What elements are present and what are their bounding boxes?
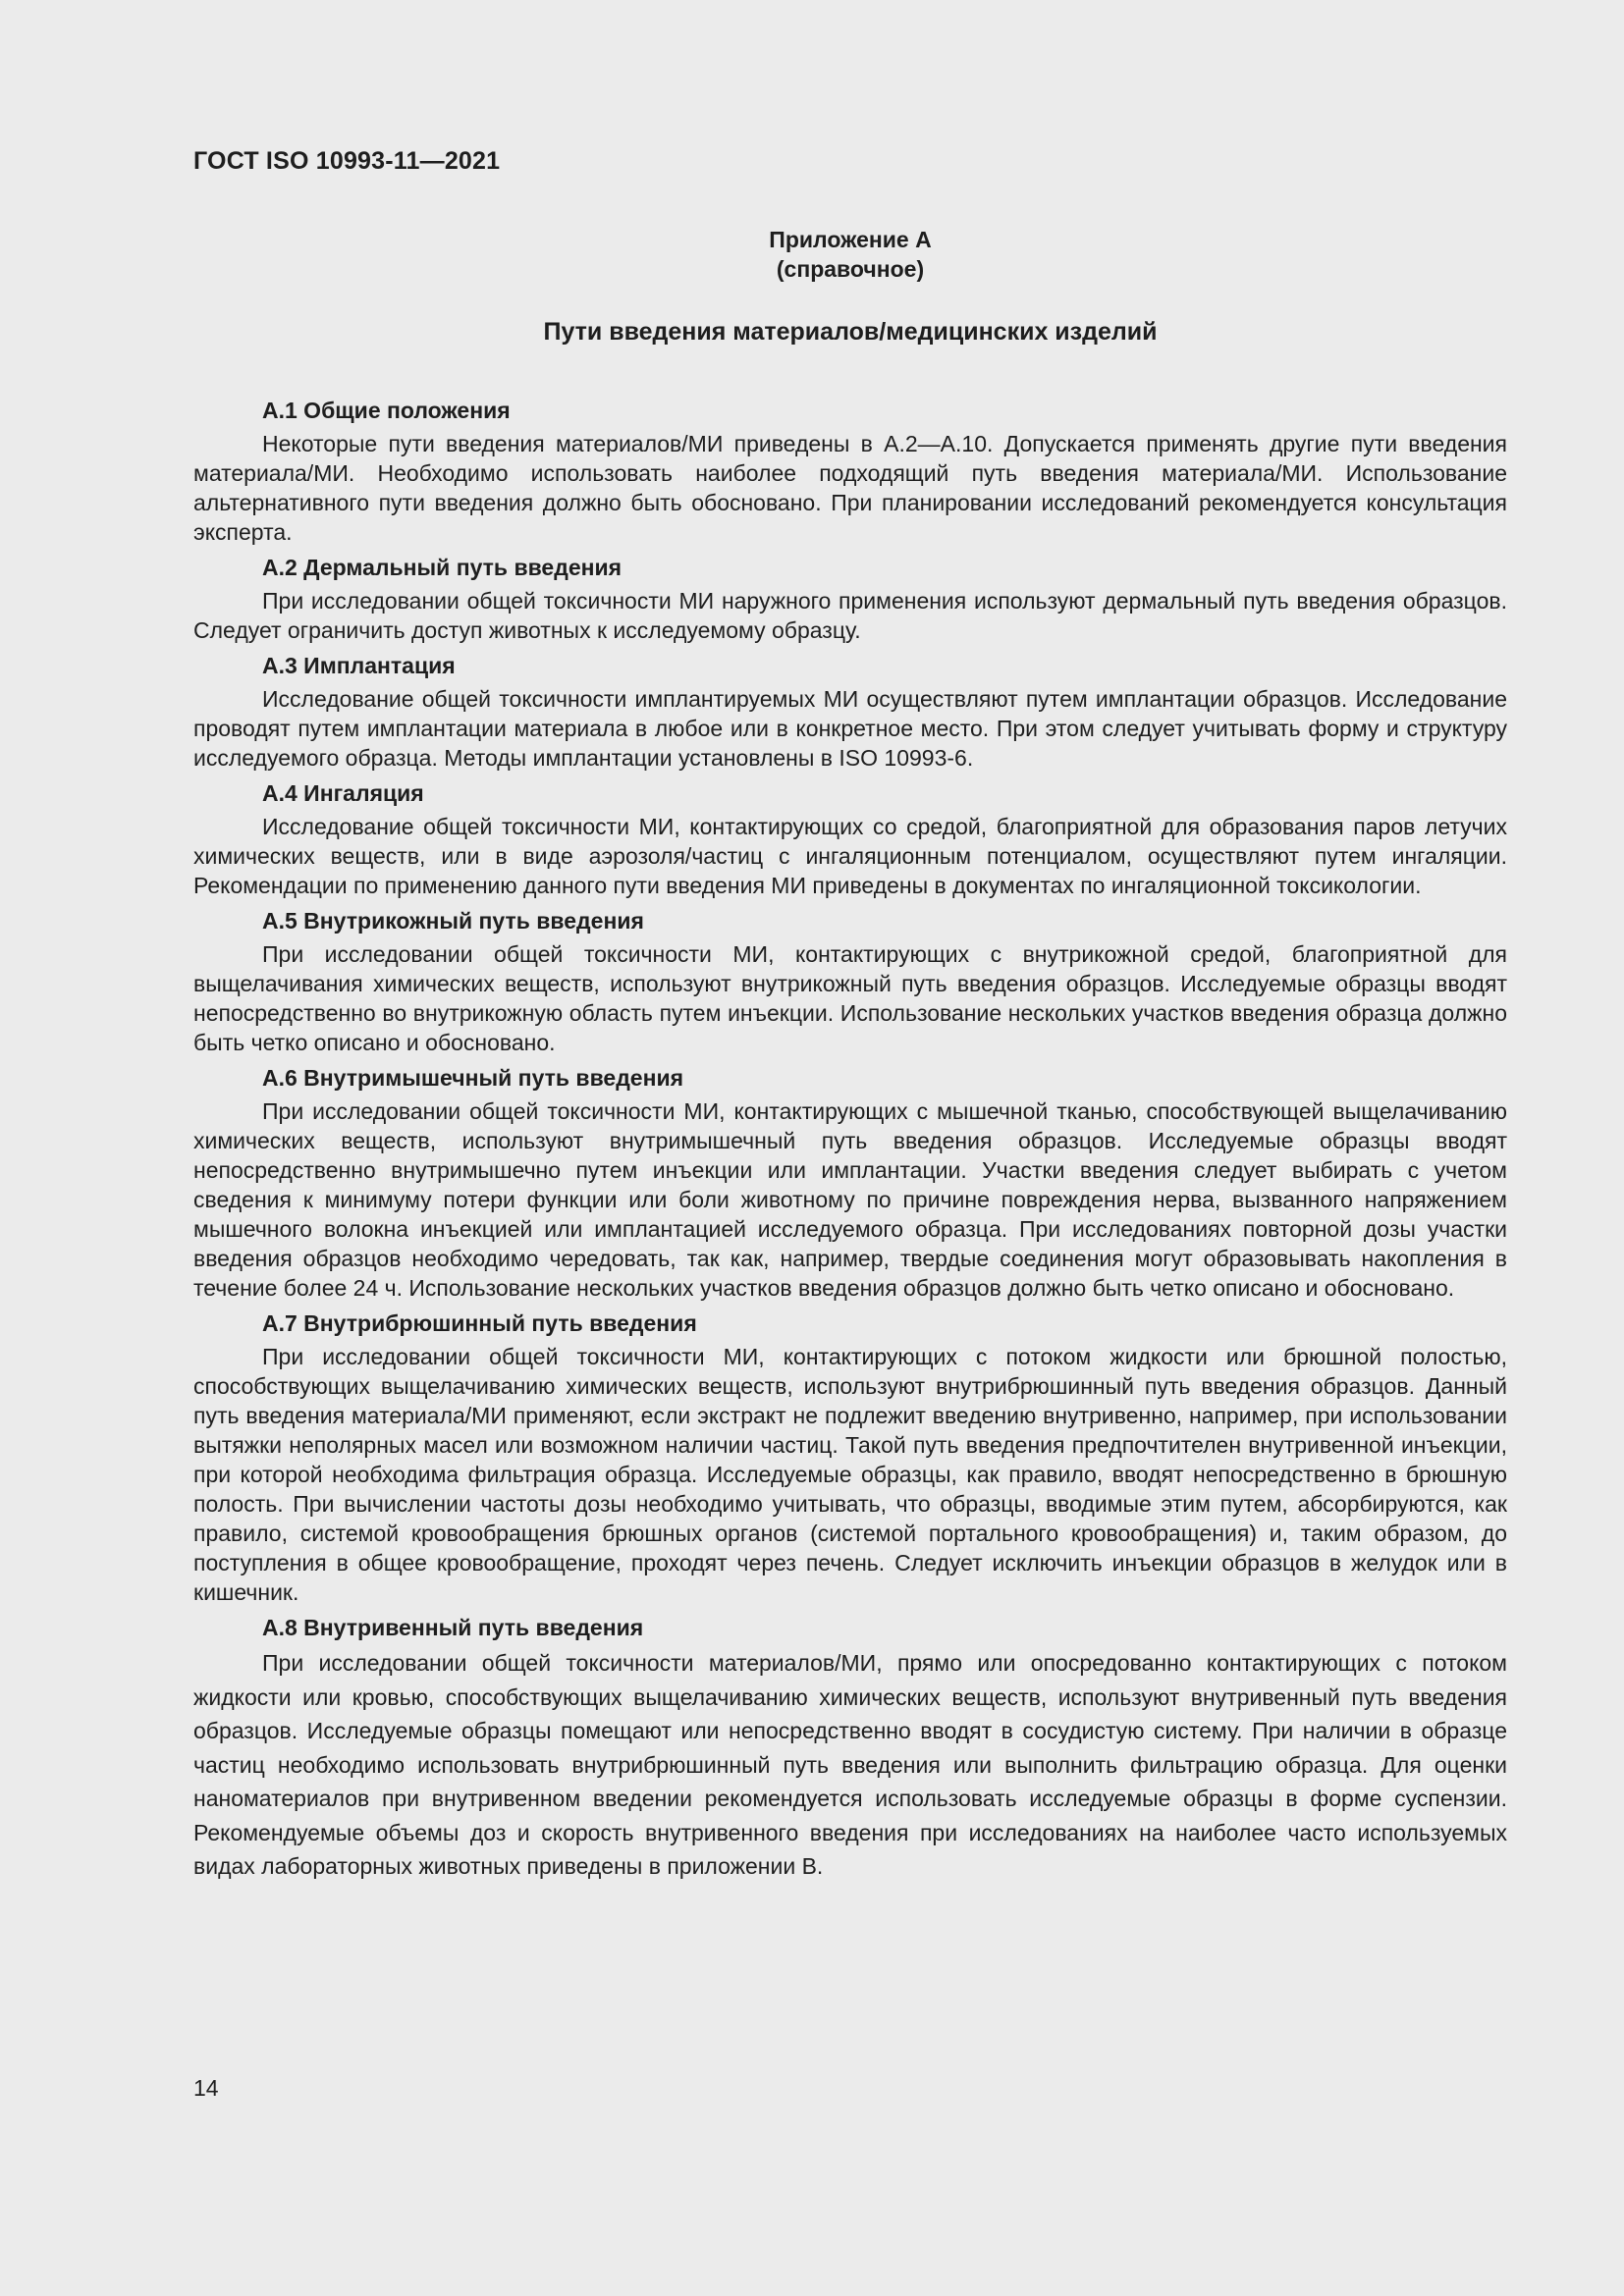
section-title: А.1 Общие положения bbox=[262, 398, 511, 423]
section-a5 bbox=[193, 906, 1507, 1057]
section-a6 bbox=[193, 1063, 1507, 1303]
annex-title: Пути введения материалов/медицинских изделий bbox=[543, 318, 1158, 346]
section-body: Некоторые пути введения материалов/МИ приведены в А.2—А.10. Допускается применять другие пути введения материала/МИ. Необходимо использовать наиболее подходящий путь введения материала/МИ. Использование альтернативного пути введения должно быть обосновано. При планировании исследований рекомендуется консультация эксперта. bbox=[193, 431, 1507, 545]
section-title: А.8 Внутривенный путь введения bbox=[262, 1615, 644, 1640]
section-title: А.5 Внутрикожный путь введения bbox=[262, 908, 644, 934]
section-body: При исследовании общей токсичности материалов/МИ, прямо или опосредованно контактирующих с потоком жидкости или кровью, способствующих выщелачиванию химических веществ, используют внутривенный путь введения образцов. Исследуемые образцы помещают или непосредственно вводят в сосудистую систему. При наличии в образце частиц необходимо использовать внутрибрюшинный путь введения или выполнить фильтрацию образца. Для оценки наноматериалов при внутривенном введении рекомендуется использовать исследуемые образцы в форме суспензии. Рекомендуемые объемы доз и скорость внутривенного введения при исследованиях на наиболее часто используемых видах лабораторных животных приведены в приложении В. bbox=[193, 1650, 1507, 1879]
annex-heading bbox=[193, 225, 1507, 284]
section-body: При исследовании общей токсичности МИ, контактирующих с потоком жидкости или брюшной полостью, способствующих выщелачиванию химических веществ, используют внутрибрюшинный путь введения образцов. Данный путь введения материала/МИ применяют, если экстракт не подлежит введению внутривенно, например, при использовании вытяжки неполярных масел или возможном наличии частиц. Такой путь введения предпочтителен внутривенной инъекции, при которой необходима фильтрация образца. Исследуемые образцы, как правило, вводят непосредственно в брюшную полость. При вычислении частоты дозы необходимо учитывать, что образцы, вводимые этим путем, абсорбируются, как правило, системой кровообращения брюшных органов (системой портального кровообращения) и, таким образом, до поступления в общее кровообращение, проходят через печень. Следует исключить инъекции образцов в желудок или в кишечник. bbox=[193, 1344, 1507, 1605]
annex-content bbox=[193, 396, 1507, 1890]
section-body: При исследовании общей токсичности МИ наружного применения используют дермальный путь введения образцов. Следует ограничить доступ животных к исследуемому образцу. bbox=[193, 588, 1507, 643]
section-title: А.7 Внутрибрюшинный путь введения bbox=[262, 1310, 697, 1336]
section-body: При исследовании общей токсичности МИ, контактирующих с мышечной тканью, способствующей выщелачиванию химических веществ, используют внутримышечный путь введения образцов. Исследуемые образцы вводят непосредственно внутримышечно путем инъекции или имплантации. Участки введения следует выбирать с учетом сведения к минимуму потери функции или боли животному по причине повреждения нерва, вызванного напряжением мышечного волокна инъекцией или имплантацией исследуемого образца. При исследованиях повторной дозы участки введения образцов необходимо чередовать, так как, например, твердые соединения могут образовывать накопления в течение более 24 ч. Использование нескольких участков введения образцов должно быть четко описано и обосновано. bbox=[193, 1098, 1507, 1301]
section-a1 bbox=[193, 396, 1507, 547]
section-body: При исследовании общей токсичности МИ, контактирующих с внутрикожной средой, благоприятной для выщелачивания химических веществ, используют внутрикожный путь введения образцов. Исследуемые образцы вводят непосредственно во внутрикожную область путем инъекции. Использование нескольких участков введения образца должно быть четко описано и обосновано. bbox=[193, 941, 1507, 1055]
section-title: А.4 Ингаляция bbox=[262, 780, 424, 806]
section-body: Исследование общей токсичности имплантируемых МИ осуществляют путем имплантации образцов. Исследование проводят путем имплантации материала в любое или в конкретное место. При этом следует учитывать форму и структуру исследуемого образца. Методы имплантации установлены в ISO 10993-6. bbox=[193, 686, 1507, 771]
section-a4 bbox=[193, 778, 1507, 900]
annex-label: Приложение А bbox=[769, 227, 932, 252]
annex-kind: (справочное) bbox=[776, 256, 925, 282]
section-a2 bbox=[193, 553, 1507, 645]
document-code-header: ГОСТ ISO 10993-11—2021 bbox=[193, 147, 501, 175]
section-title: А.6 Внутримышечный путь введения bbox=[262, 1065, 684, 1091]
section-title: А.3 Имплантация bbox=[262, 653, 456, 678]
section-title: А.2 Дермальный путь введения bbox=[262, 555, 623, 580]
section-a7 bbox=[193, 1308, 1507, 1607]
section-body: Исследование общей токсичности МИ, контактирующих со средой, благоприятной для образования паров летучих химических веществ, или в виде аэрозоля/частиц с ингаляционным потенциалом, осуществляют путем ингаляции. Рекомендации по применению данного пути введения МИ приведены в документах по ингаляционной токсикологии. bbox=[193, 814, 1507, 898]
page-number: 14 bbox=[193, 2075, 219, 2101]
section-a8 bbox=[193, 1613, 1507, 1884]
section-a3 bbox=[193, 651, 1507, 773]
